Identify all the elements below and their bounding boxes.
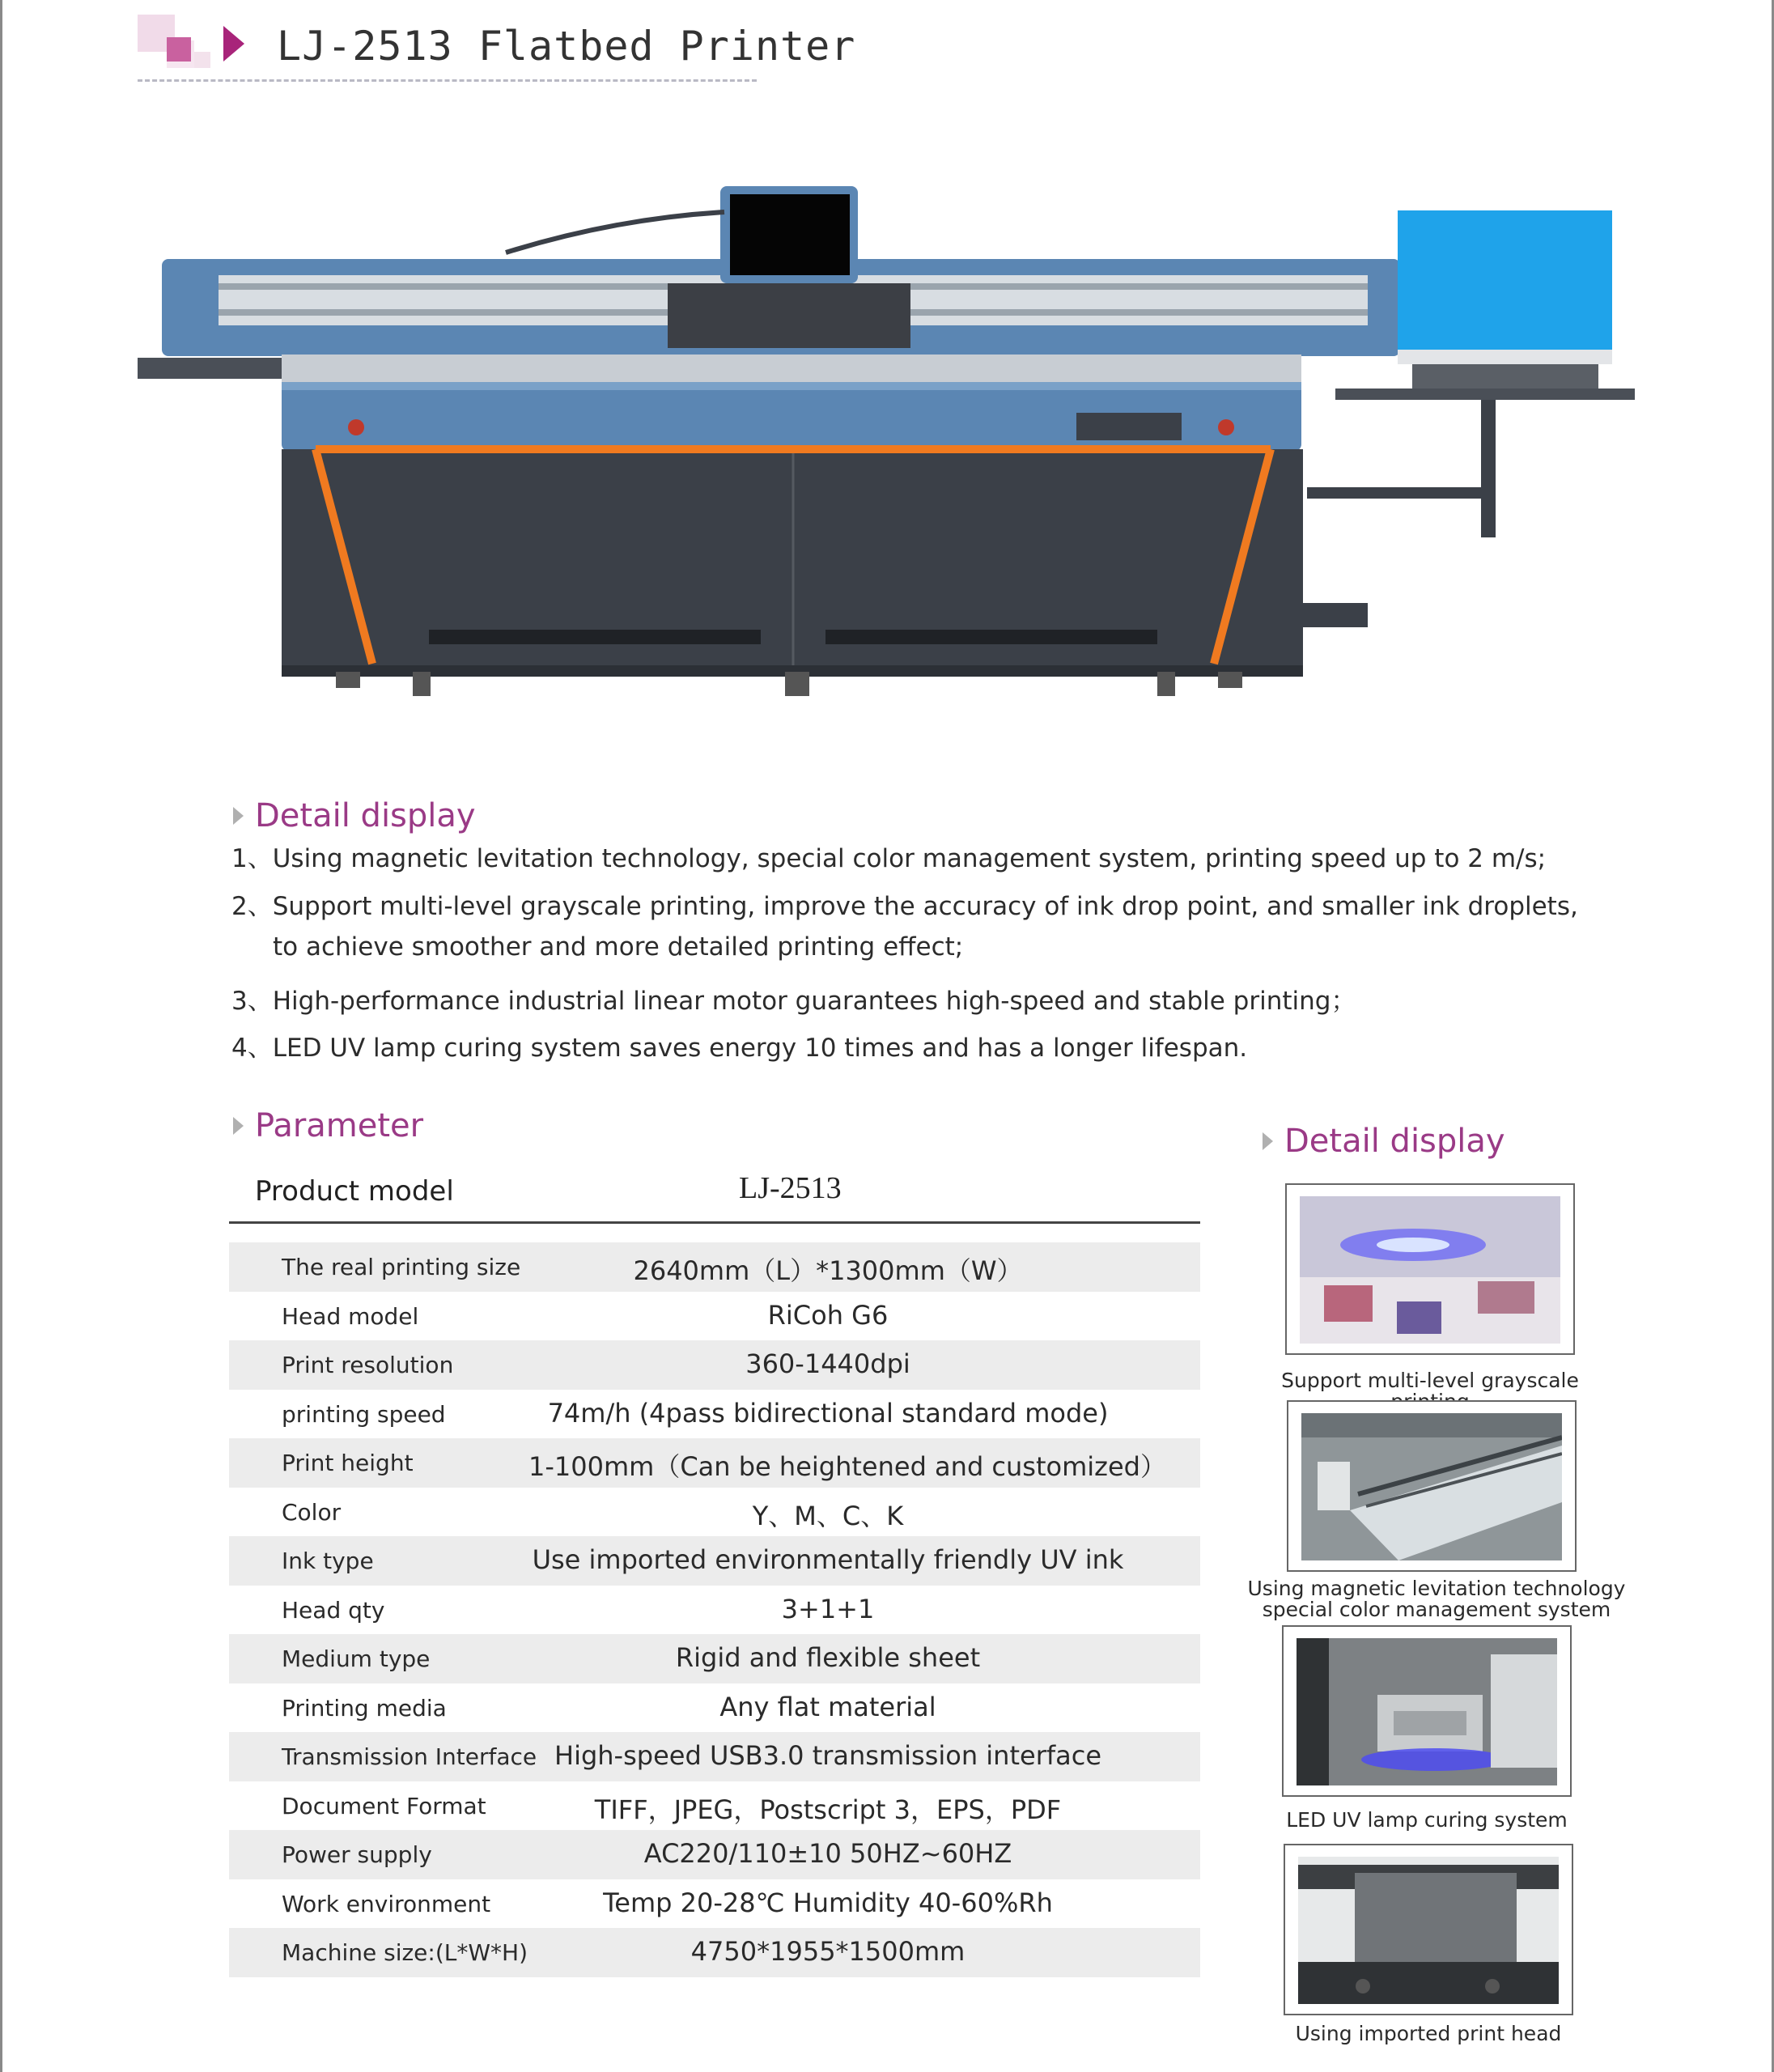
table-row: Power supply AC220/110±10 50HZ~60HZ — [229, 1830, 1200, 1879]
feature-line: to achieve smoother and more detailed printing effect; — [273, 932, 964, 962]
table-row: Machine size:(L*W*H) 4750*1955*1500mm — [229, 1928, 1200, 1977]
thumbnail-print-head — [1284, 1844, 1573, 2015]
table-row: The real printing size 2640mm（L）*1300mm（W） — [229, 1242, 1200, 1292]
parameter-table — [229, 1242, 1200, 1977]
table-row: Color Y、M、C、K — [282, 1498, 904, 1531]
side-detail-heading: Detail display — [1263, 1123, 1505, 1160]
caption: LED UV lamp curing system — [1286, 1808, 1568, 1832]
table-row: Print height 1-100mm（Can be heightened and customized） — [229, 1438, 1200, 1488]
table-row: Medium type Rigid and flexible sheet — [229, 1634, 1200, 1684]
printer-illustration — [129, 170, 1643, 712]
caption: Support multi-level grayscale — [1281, 1369, 1579, 1392]
title-divider — [138, 79, 757, 82]
feature-line: 1、Using magnetic levitation technology, special color management system, printing speed up to 2 m/s; — [231, 844, 1547, 873]
table-row: Head model RiCoh G6 — [282, 1299, 889, 1331]
feature-line: 3、High-performance industrial linear motor guarantees high-speed and stable printing； — [231, 986, 1356, 1016]
model-divider — [229, 1221, 1200, 1224]
caption: special color management system — [1262, 1598, 1611, 1621]
table-row: Printing media Any flat material — [282, 1691, 936, 1722]
thumbnail-magnetic-levitation — [1287, 1400, 1577, 1572]
product-model-row — [229, 1166, 1200, 1224]
product-model-label: Product model — [255, 1175, 454, 1208]
table-row: Work environment Temp 20-28℃ Humidity 40-60%Rh — [282, 1887, 1053, 1918]
feature-line: 2、Support multi-level grayscale printing, improve the accuracy of ink drop point, and smaller ink droplets, — [231, 891, 1578, 921]
section-triangle-icon — [233, 807, 244, 825]
page-title: LJ-2513 Flatbed Printer — [277, 23, 856, 70]
thumbnail-grayscale-printing — [1285, 1183, 1575, 1355]
table-row: printing speed 74m/h (4pass bidirectional standard mode) — [282, 1397, 1109, 1429]
caption: Using magnetic levitation technology — [1247, 1577, 1626, 1600]
table-row: Transmission Interface High-speed USB3.0 transmission interface — [229, 1732, 1200, 1781]
parameter-heading: Parameter — [233, 1107, 423, 1144]
detail-display-heading: Detail display — [233, 797, 476, 834]
section-triangle-icon — [233, 1117, 244, 1135]
detail-feature-list — [231, 838, 1578, 1075]
table-row: Ink type Use imported environmentally friendly UV ink — [229, 1536, 1200, 1586]
feature-line: 4、LED UV lamp curing system saves energy 10 times and has a longer lifespan. — [231, 1034, 1248, 1063]
thumbnail-led-uv-lamp — [1282, 1625, 1572, 1797]
table-row: Print resolution 360-1440dpi — [229, 1340, 1200, 1390]
product-model-value: LJ-2513 — [739, 1171, 842, 1205]
logo-squares-icon — [138, 15, 227, 71]
table-row: Head qty 3+1+1 — [282, 1593, 875, 1624]
section-triangle-icon — [1263, 1132, 1273, 1150]
caption: Using imported print head — [1295, 2022, 1562, 2045]
table-row: Document Format TIFF，JPEG，Postscript 3，EPS，PDF — [282, 1792, 1062, 1825]
